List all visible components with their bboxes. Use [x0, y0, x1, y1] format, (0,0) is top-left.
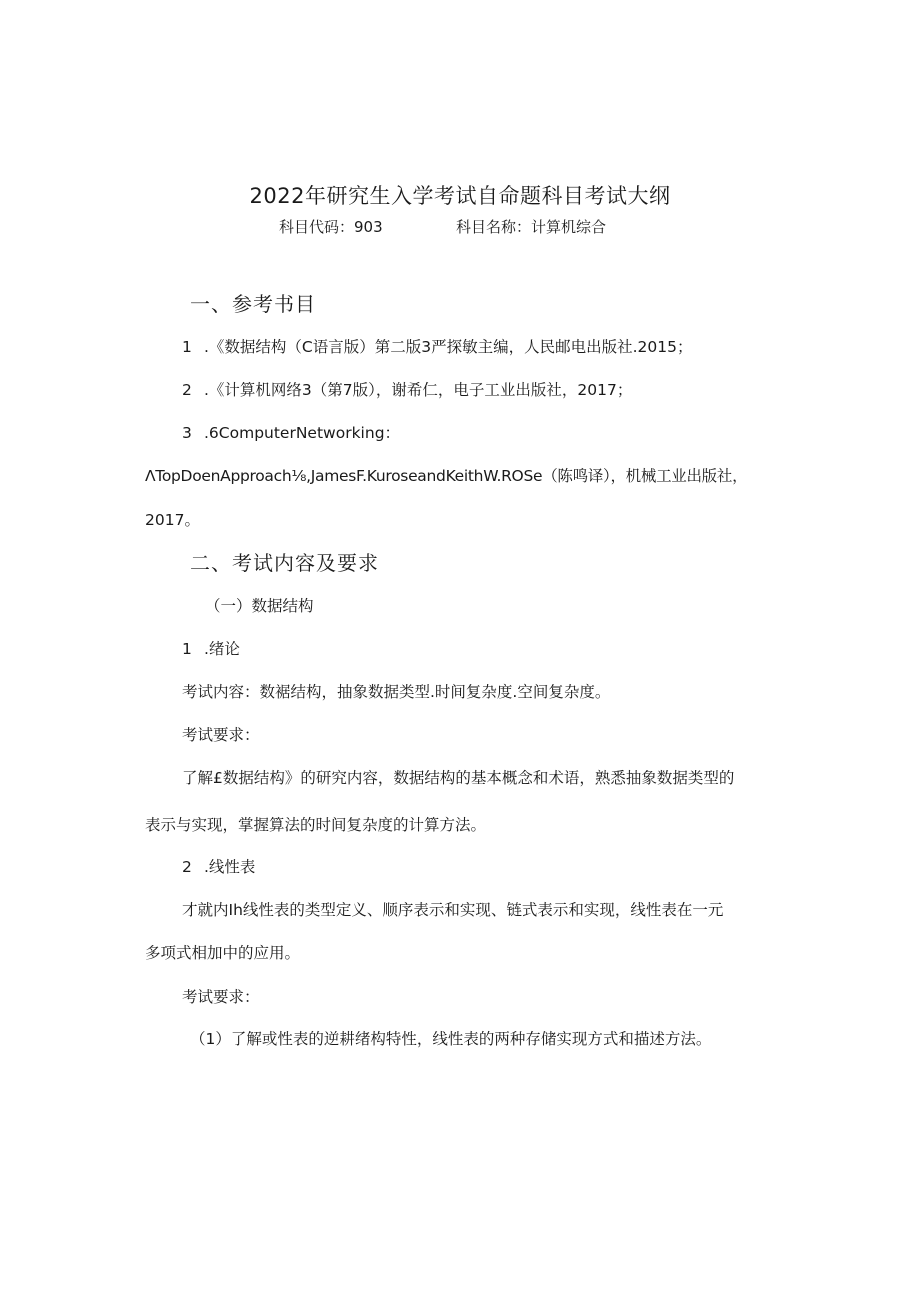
topic-title: .线性表 — [204, 858, 256, 876]
reference-item-3-year: 2017。 — [145, 511, 200, 529]
topic-1-heading — [182, 637, 240, 659]
topic-title: .绪论 — [204, 640, 240, 658]
topic-2-requirement-1: （1）了解或性表的逆耕绪构特性，线性表的两种存储实现方式和描述方法。 — [190, 1030, 712, 1048]
topic-number: 2 — [182, 858, 192, 876]
document-title: 2022年研究生入学考试自命题科目考试大纲 — [249, 184, 671, 208]
reference-item-3-continuation: ΛTopDoenApproach⅛,JamesF.KuroseandKeithW.ROSe（陈鸣译），机械工业出版社， — [145, 467, 748, 485]
reference-number: 1 — [182, 338, 192, 356]
reference-item-3 — [182, 421, 400, 443]
subsection-heading-data-structures: （一）数据结构 — [205, 597, 314, 615]
topic-2-heading — [182, 855, 255, 877]
topic-2-content-line-2: 多项式相加中的应用。 — [145, 944, 301, 962]
section-heading-exam-content: 二、考试内容及要求 — [190, 551, 379, 575]
reference-text: .《数据结构（C语言版）第二版3严探敏主编，人民邮电出版社.2015； — [204, 338, 693, 356]
section-heading-references: 一、参考书目 — [190, 292, 316, 316]
reference-item-2 — [182, 378, 632, 400]
topic-1-content: 考试内容：数裾结构，抽象数据类型.时间复杂度.空间复杂度。 — [182, 683, 611, 701]
subject-code: 科目代码：903 — [279, 218, 383, 236]
topic-2-content-line-1: 才就内Ih线性表的类型定义、顺序表示和实现、链式表示和实现，线性表在一元 — [182, 901, 724, 919]
reference-item-1 — [182, 335, 693, 357]
reference-number: 2 — [182, 381, 192, 399]
topic-1-requirements-line-2: 表示与实现，掌握算法的时间复杂度的计算方法。 — [145, 816, 487, 834]
topic-1-requirements-label: 考试要求： — [182, 726, 260, 744]
subject-name: 科目名称：计算机综合 — [456, 218, 607, 236]
reference-text: .6ComputerNetworking： — [204, 424, 401, 442]
reference-text: .《计算机网络3（第7版），谢希仁，电子工业出版社，2017； — [204, 381, 633, 399]
topic-1-requirements-line-1: 了解£数据结构》的研究内容，数据结构的基本概念和术语，熟悉抽象数据类型的 — [182, 769, 735, 787]
topic-number: 1 — [182, 640, 192, 658]
topic-2-requirements-label: 考试要求： — [182, 988, 260, 1006]
reference-number: 3 — [182, 424, 192, 442]
